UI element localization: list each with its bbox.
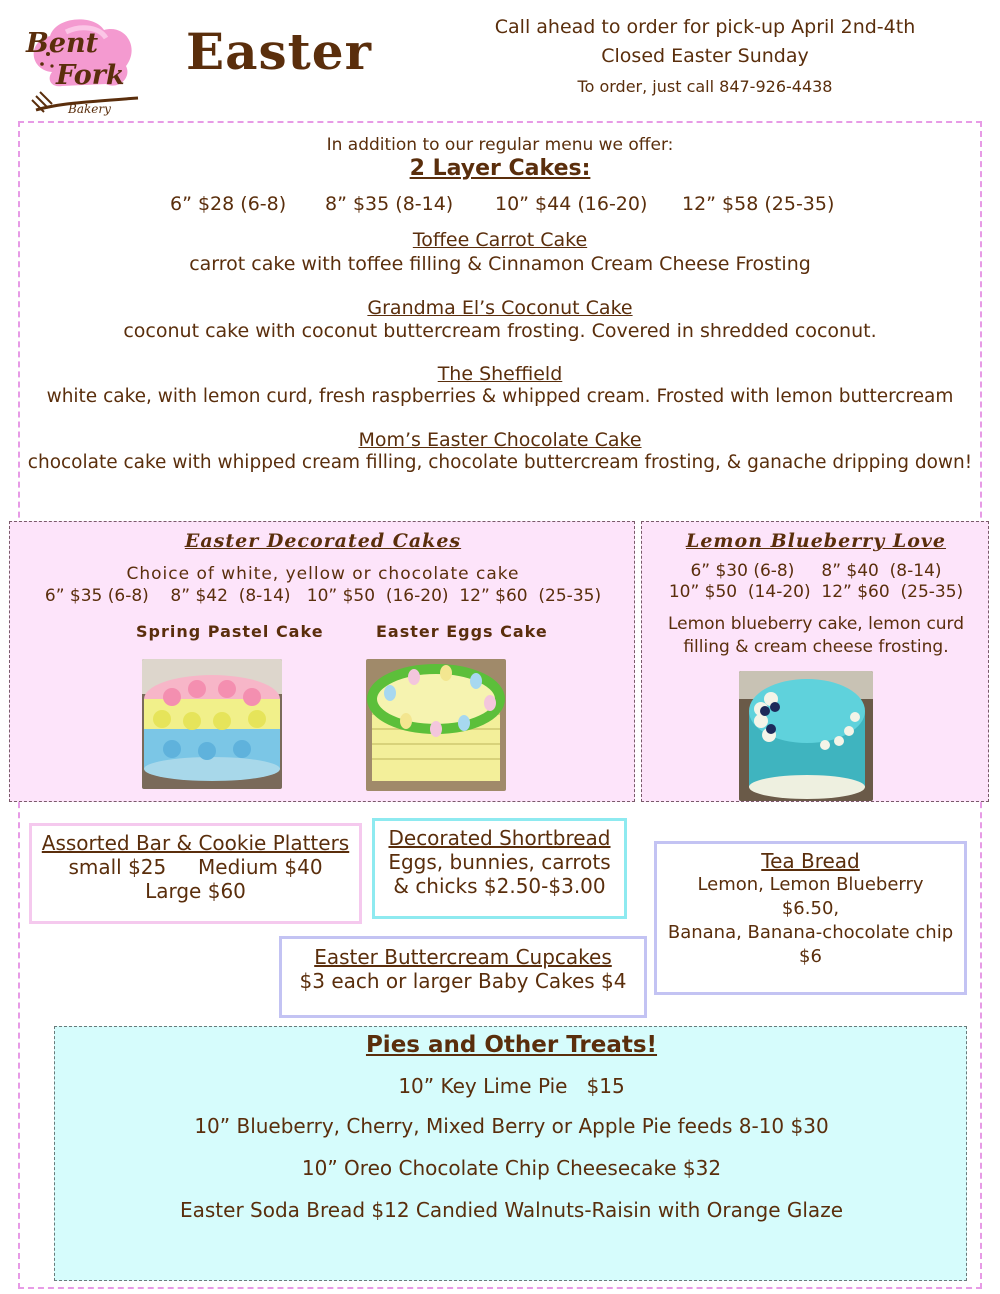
size-8in: 8” $35 (8-14) <box>325 193 454 215</box>
page-title: Easter <box>186 22 372 81</box>
size-12in: 12” $58 (25-35) <box>682 193 835 215</box>
pies-title: Pies and Other Treats! <box>365 1032 658 1058</box>
item-description: white cake, with lemon curd, fresh raspberries & whipped cream. Frosted with lemon buttercream <box>46 386 954 407</box>
pie-item: 10” Blueberry, Cherry, Mixed Berry or Apple Pie feeds 8-10 $30 <box>194 1114 829 1138</box>
teabread-line4: $6 <box>799 946 822 967</box>
cupcakes-price: $3 each or larger Baby Cakes $4 <box>299 969 627 993</box>
lemon-blueberry-panel <box>641 521 989 802</box>
cake-choice: Choice of white, yellow or chocolate cake <box>126 564 520 584</box>
shortbread-title: Decorated Shortbread <box>388 826 611 850</box>
closed-notice: Closed Easter Sunday <box>601 45 809 67</box>
platters-large: Large $60 <box>145 879 246 903</box>
item-title: Grandma El’s Coconut Cake <box>367 297 633 319</box>
lemon-blueberry-title: Lemon Blueberry Love <box>685 530 947 552</box>
decorated-sizes: 6” $35 (6-8) 8” $42 (8-14) 10” $50 (16-20) 12” $60 (25-35) <box>44 586 602 606</box>
teabread-line2: $6.50, <box>781 898 840 919</box>
pickup-dates: Call ahead to order for pick-up April 2nd-4th <box>494 16 916 38</box>
order-phone: To order, just call 847-926-4438 <box>577 77 833 96</box>
teabread-box <box>654 841 967 995</box>
item-description: coconut cake with coconut buttercream frosting. Covered in shredded coconut. <box>123 320 877 342</box>
lemon-desc-2: filling & cream cheese frosting. <box>683 637 949 657</box>
bent-fork-logo <box>22 14 144 122</box>
easter-eggs-label: Easter Eggs Cake <box>376 622 548 641</box>
pie-item: 10” Oreo Chocolate Chip Cheesecake $32 <box>301 1156 722 1180</box>
lemon-sizes-2: 10” $50 (14-20) 12” $60 (25-35) <box>668 582 964 602</box>
logo-text-mid: Fork <box>56 60 125 91</box>
intro-text: In addition to our regular menu we offer: <box>326 135 674 155</box>
platters-prices: small $25 Medium $40 <box>68 855 323 879</box>
item-description: carrot cake with toffee filling & Cinnamon Cream Cheese Frosting <box>189 253 811 275</box>
shortbread-line2: & chicks $2.50-$3.00 <box>393 874 606 898</box>
platters-title: Assorted Bar & Cookie Platters <box>41 831 350 855</box>
lemon-desc-1: Lemon blueberry cake, lemon curd <box>667 614 965 634</box>
pie-item: 10” Key Lime Pie $15 <box>398 1074 625 1098</box>
lemon-sizes-1: 6” $30 (6-8) 8” $40 (8-14) <box>690 561 942 581</box>
cupcakes-box <box>279 936 647 1018</box>
platters-box <box>29 823 362 924</box>
cupcakes-title: Easter Buttercream Cupcakes <box>314 945 612 969</box>
pies-panel <box>54 1026 967 1281</box>
pie-item: Easter Soda Bread $12 Candied Walnuts-Raisin with Orange Glaze <box>179 1198 843 1222</box>
teabread-line1: Lemon, Lemon Blueberry <box>697 874 924 895</box>
spring-pastel-cake-photo <box>142 659 282 789</box>
item-title: The Sheffield <box>437 363 563 385</box>
logo-text-bottom: Bakery <box>68 102 111 116</box>
easter-eggs-cake-photo <box>366 659 506 791</box>
shortbread-box <box>372 818 627 919</box>
spring-pastel-label: Spring Pastel Cake <box>136 622 324 641</box>
decorated-cakes-panel <box>9 521 635 802</box>
layer-cakes-heading: 2 Layer Cakes: <box>409 156 591 181</box>
decorated-cakes-title: Easter Decorated Cakes <box>184 530 462 552</box>
size-6in: 6” $28 (6-8) <box>170 193 287 215</box>
item-description: chocolate cake with whipped cream filling, chocolate buttercream frosting, & ganache dripping down! <box>27 452 973 473</box>
lemon-blueberry-cake-photo <box>739 671 873 801</box>
shortbread-line1: Eggs, bunnies, carrots <box>388 850 611 874</box>
size-10in: 10” $44 (16-20) <box>495 193 648 215</box>
teabread-title: Tea Bread <box>761 849 860 873</box>
item-title: Mom’s Easter Chocolate Cake <box>358 429 642 451</box>
teabread-line3: Banana, Banana-chocolate chip <box>667 922 954 943</box>
logo-text-top: Bent <box>26 28 99 59</box>
item-title: Toffee Carrot Cake <box>412 229 588 251</box>
